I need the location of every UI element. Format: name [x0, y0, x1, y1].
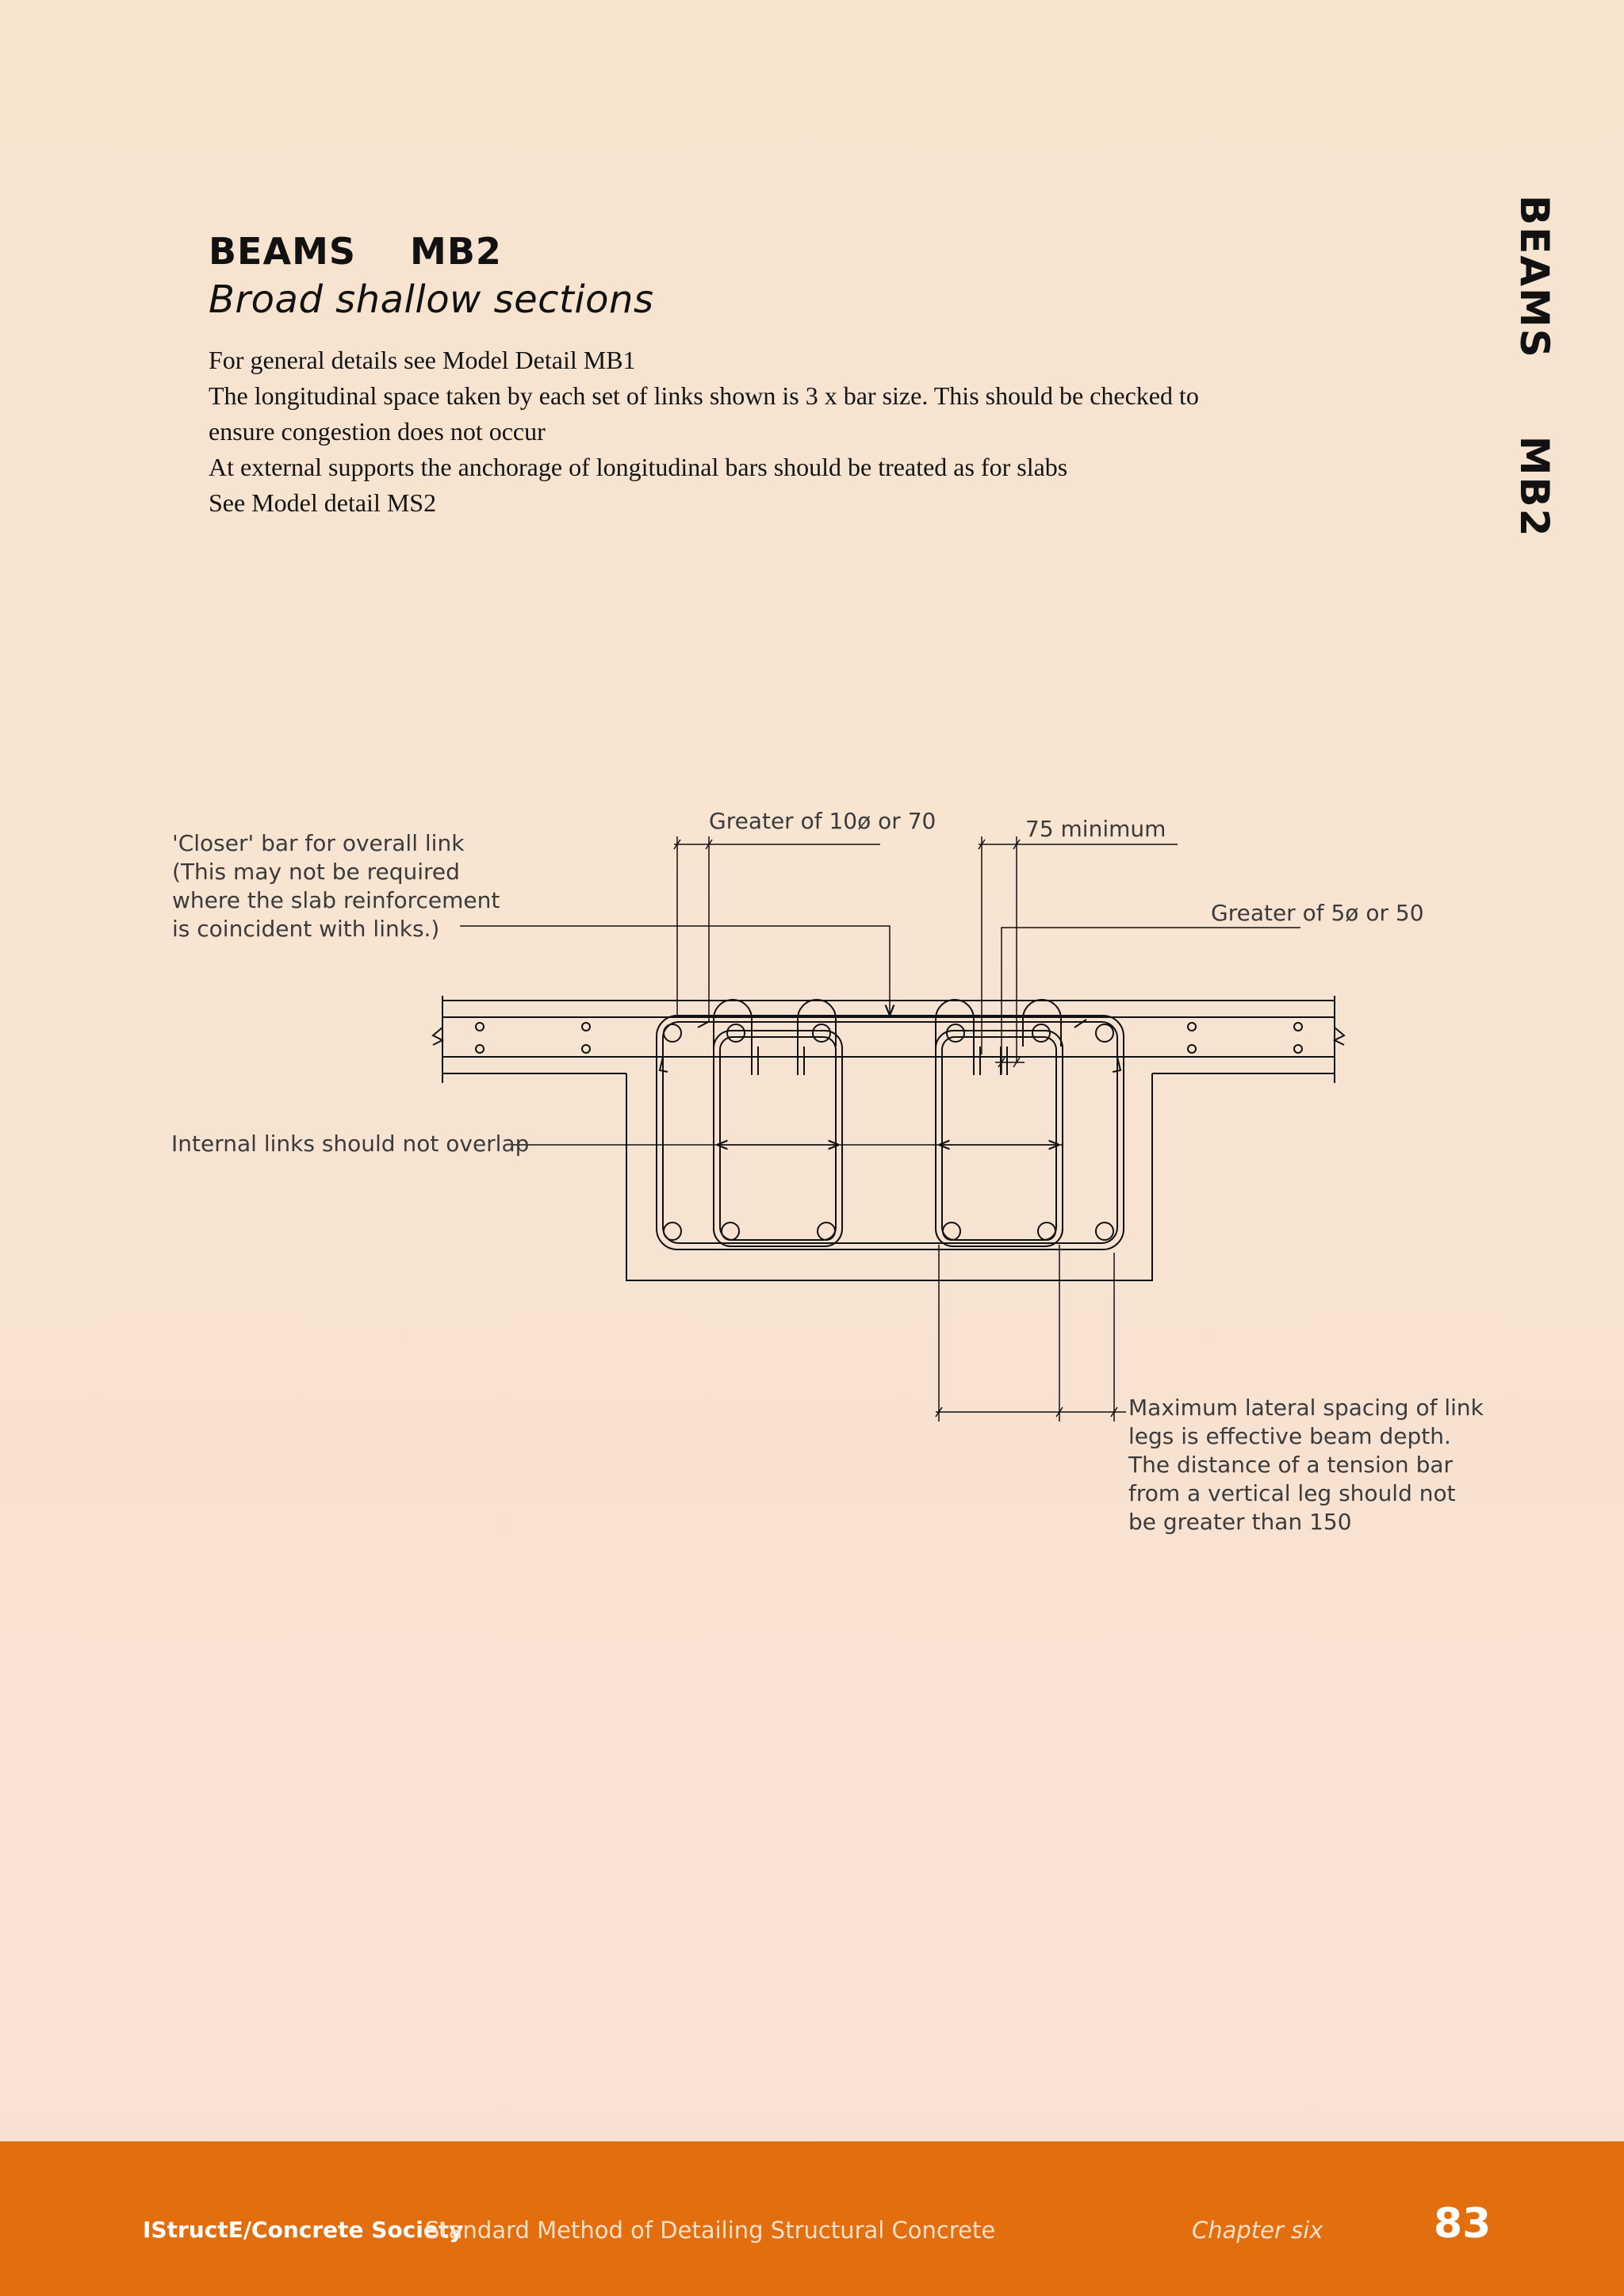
internal-link-left [714, 1000, 842, 1246]
min-75-label: 75 minimum [1025, 816, 1166, 842]
section-title: BEAMS MB2 [209, 230, 502, 273]
note-line: be greater than 150 [1128, 1509, 1352, 1535]
note-line: is coincident with links.) [172, 916, 440, 942]
max-lateral-note [1128, 1394, 1484, 1536]
note-line: from a vertical leg should not [1128, 1480, 1456, 1506]
intro-line: At external supports the anchorage of longitudinal bars should be treated as for slabs [209, 453, 1068, 481]
footer-bar [0, 2141, 1624, 2296]
footer-publisher: IStructE/Concrete Society [143, 2217, 464, 2243]
slab-bars [476, 1023, 1302, 1053]
note-line: legs is effective beam depth. [1128, 1423, 1451, 1449]
greater-10-label: Greater of 10ø or 70 [709, 808, 936, 834]
side-tab-label: BEAMS MB2 [1511, 195, 1557, 538]
footer-chapter: Chapter six [1192, 2217, 1323, 2244]
internal-links-note: Internal links should not overlap [171, 1131, 530, 1157]
note-line: Maximum lateral spacing of link [1128, 1395, 1484, 1421]
dimension-greater-10 [674, 836, 880, 1023]
slab-outline [433, 996, 1344, 1083]
section-subtitle: Broad shallow sections [209, 277, 654, 322]
intro-line: For general details see Model Detail MB1 [209, 346, 636, 374]
dimension-75-min [979, 836, 1178, 1062]
lateral-spacing-dimension [936, 1245, 1126, 1422]
intro-line: ensure congestion does not occur [209, 417, 546, 446]
note-line: (This may not be required [172, 859, 460, 885]
footer-book-title: Standard Method of Detailing Structural Concrete [425, 2217, 996, 2244]
intro-line: See Model detail MS2 [209, 488, 437, 517]
page-number: 83 [1434, 2200, 1492, 2248]
note-line: The distance of a tension bar [1128, 1452, 1454, 1478]
overall-link [657, 1016, 1124, 1249]
note-line: 'Closer' bar for overall link [172, 830, 465, 856]
intro-line: The longitudinal space taken by each set of links shown is 3 x bar size. This should be checked to [209, 381, 1199, 410]
note-line: where the slab reinforcement [172, 887, 500, 913]
greater-5-label: Greater of 5ø or 50 [1211, 900, 1424, 926]
closer-bar-note [172, 829, 500, 943]
internal-link-right [936, 1000, 1063, 1246]
